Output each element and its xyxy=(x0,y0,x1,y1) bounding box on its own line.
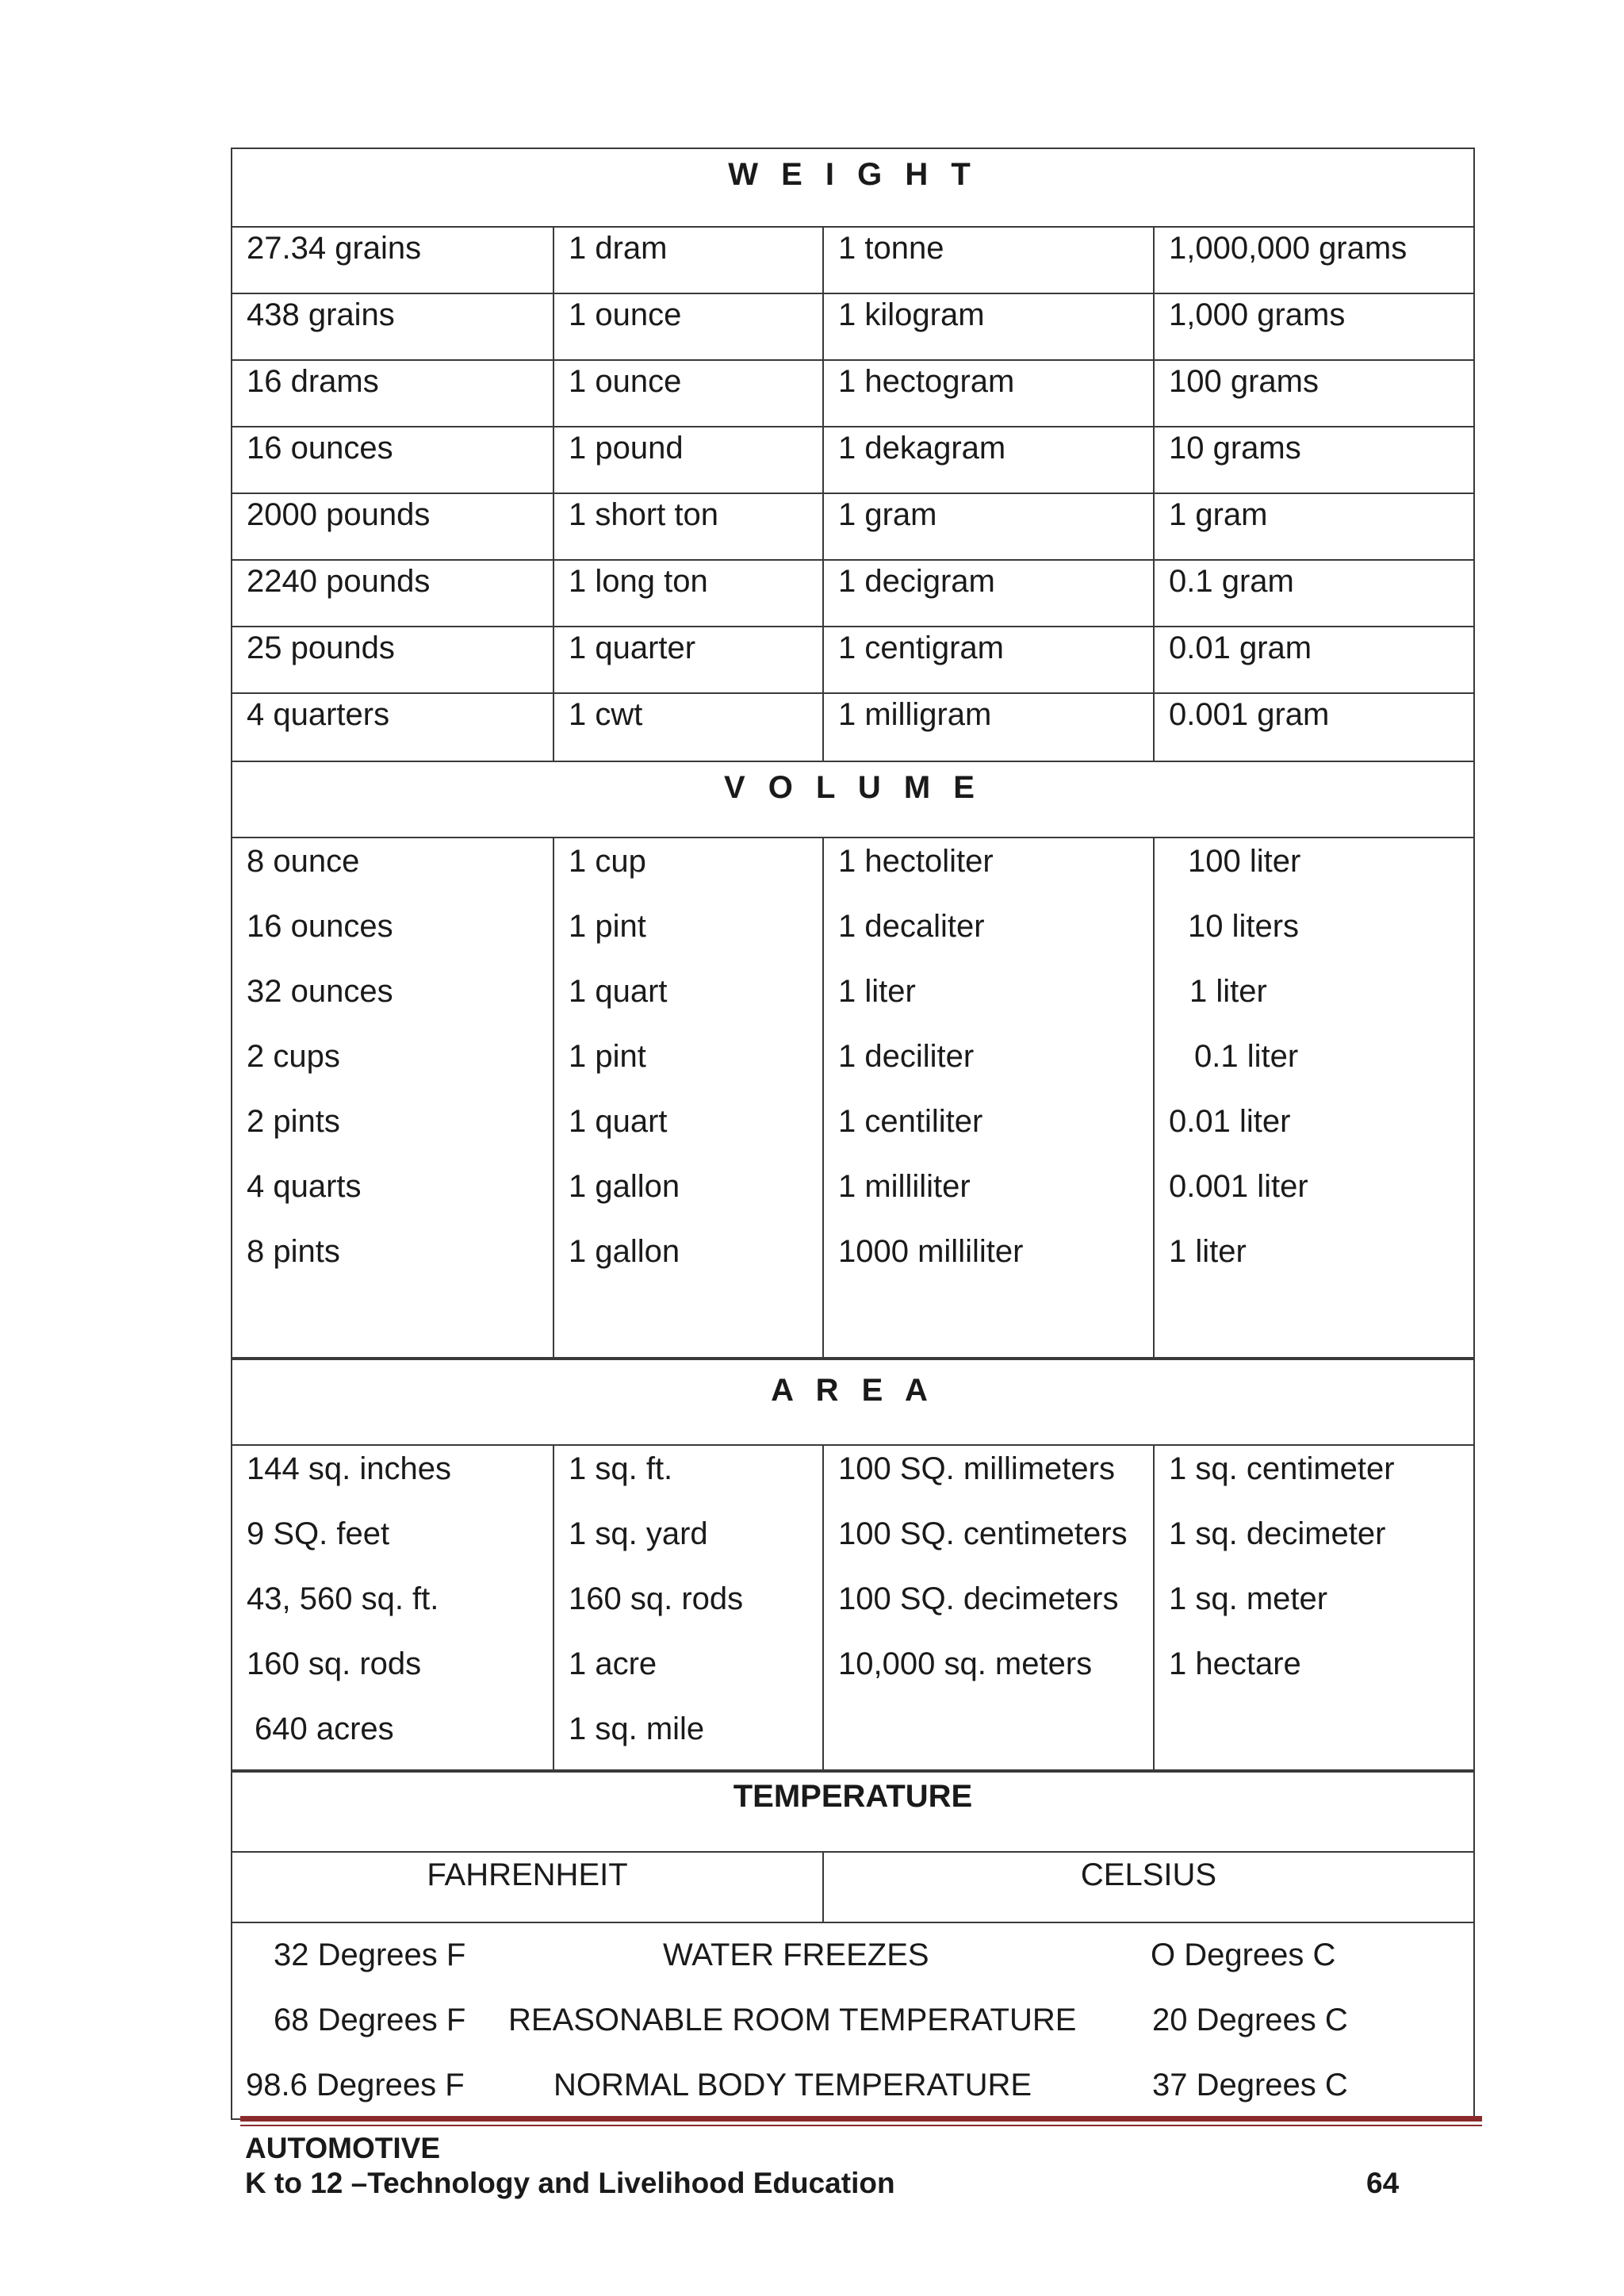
table-cell: 1 centigram xyxy=(824,627,1155,692)
table-cell: 1 liter xyxy=(1169,1234,1247,1269)
weight-header: W E I G H T xyxy=(232,149,1473,228)
volume-block xyxy=(232,838,1473,1359)
table-cell: 1 pound xyxy=(554,427,824,493)
temperature-rows xyxy=(232,1923,1473,2118)
temperature-column-headers xyxy=(232,1853,1473,1923)
table-cell: 160 sq. rods xyxy=(569,1581,744,1616)
temperature-header: TEMPERATURE xyxy=(232,1771,1473,1853)
table-cell: 1,000,000 grams xyxy=(1169,231,1408,266)
table-cell: 1 gallon xyxy=(569,1234,680,1269)
table-cell: 25 pounds xyxy=(232,627,554,692)
table-row xyxy=(232,1938,1473,1985)
table-cell: 1000 milliliter xyxy=(838,1234,1024,1269)
table-cell: 1 acre xyxy=(569,1646,657,1681)
table-cell: 4 quarts xyxy=(247,1169,362,1204)
table-cell: 10 grams xyxy=(1169,431,1301,466)
table-cell: 16 ounces xyxy=(247,909,393,944)
table-row xyxy=(232,627,1473,694)
table-cell: 10,000 sq. meters xyxy=(838,1646,1093,1681)
volume-header: V O L U M E xyxy=(232,761,1473,838)
footer-rule xyxy=(240,2116,1482,2122)
table-cell: 1 milliliter xyxy=(838,1169,971,1204)
fahrenheit-value: 68 Degrees F xyxy=(274,2003,466,2037)
area-block xyxy=(232,1446,1473,1771)
celsius-value: 20 Degrees C xyxy=(1152,2003,1348,2037)
table-cell: 100 grams xyxy=(1169,364,1319,399)
table-cell: 2 cups xyxy=(247,1039,340,1074)
table-cell: 32 ounces xyxy=(247,974,393,1009)
area-col-4 xyxy=(1155,1446,1473,1769)
table-cell: 2240 pounds xyxy=(232,561,554,626)
table-cell: 1 quart xyxy=(569,974,668,1009)
table-cell: 1 long ton xyxy=(554,561,824,626)
table-cell: 100 SQ. millimeters xyxy=(838,1451,1115,1486)
table-cell: 1 tonne xyxy=(824,228,1155,293)
table-cell: 1 sq. centimeter xyxy=(1169,1451,1395,1486)
table-cell: 0.1 liter xyxy=(1194,1039,1299,1074)
conversion-table xyxy=(231,148,1475,2120)
table-cell: 0.001 gram xyxy=(1169,697,1330,732)
footer-rule-thin xyxy=(240,2125,1482,2126)
table-cell: 1 ounce xyxy=(554,361,824,426)
table-cell: 0.1 gram xyxy=(1169,564,1294,599)
celsius-value: 37 Degrees C xyxy=(1152,2068,1348,2102)
fahrenheit-value: 32 Degrees F xyxy=(274,1938,466,1972)
table-row xyxy=(232,427,1473,494)
table-cell: 1 gram xyxy=(824,494,1155,559)
table-cell: 9 SQ. feet xyxy=(247,1516,390,1551)
volume-col-2 xyxy=(554,838,824,1357)
table-cell: 10 liters xyxy=(1188,909,1300,944)
table-cell: 1 centiliter xyxy=(838,1104,983,1139)
table-cell: 1 hectogram xyxy=(824,361,1155,426)
table-cell: 27.34 grains xyxy=(232,228,554,293)
table-cell: 438 grains xyxy=(232,294,554,359)
table-row xyxy=(232,2068,1473,2115)
table-cell: 1 quarter xyxy=(554,627,824,692)
table-cell: 0.001 liter xyxy=(1169,1169,1308,1204)
table-row xyxy=(232,561,1473,627)
table-cell: 4 quarters xyxy=(232,694,554,761)
temperature-description: NORMAL BODY TEMPERATURE xyxy=(553,2068,1032,2102)
table-cell: 1 hectare xyxy=(1169,1646,1301,1681)
celsius-value: O Degrees C xyxy=(1151,1938,1336,1972)
table-cell: 1 deciliter xyxy=(838,1039,975,1074)
table-row xyxy=(232,694,1473,761)
temperature-description: WATER FREEZES xyxy=(663,1938,929,1972)
table-cell: 100 SQ. decimeters xyxy=(838,1581,1119,1616)
table-cell: 1 pint xyxy=(569,909,646,944)
table-cell: 100 liter xyxy=(1188,844,1301,879)
table-cell: 1 cup xyxy=(569,844,646,879)
area-col-3 xyxy=(824,1446,1155,1769)
table-cell: 1 decigram xyxy=(824,561,1155,626)
table-cell: 1 sq. decimeter xyxy=(1169,1516,1386,1551)
table-row xyxy=(232,228,1473,294)
table-cell: 100 SQ. centimeters xyxy=(838,1516,1128,1551)
table-cell: 1 liter xyxy=(1189,974,1267,1009)
table-cell: 8 pints xyxy=(247,1234,340,1269)
table-cell: 640 acres xyxy=(255,1711,394,1746)
table-cell: 2000 pounds xyxy=(232,494,554,559)
table-cell: 1 kilogram xyxy=(824,294,1155,359)
table-row xyxy=(232,294,1473,361)
table-cell: 1 pint xyxy=(569,1039,646,1074)
area-col-1 xyxy=(232,1446,554,1769)
table-cell: 1 sq. ft. xyxy=(569,1451,673,1486)
fahrenheit-value: 98.6 Degrees F xyxy=(246,2068,465,2102)
table-cell: 160 sq. rods xyxy=(247,1646,422,1681)
table-cell: 144 sq. inches xyxy=(247,1451,451,1486)
table-cell: 1 dekagram xyxy=(824,427,1155,493)
table-cell: 1 liter xyxy=(838,974,916,1009)
page-number: 64 xyxy=(1366,2167,1400,2199)
table-cell: 16 ounces xyxy=(232,427,554,493)
volume-col-4 xyxy=(1155,838,1473,1357)
table-cell: 1 dram xyxy=(554,228,824,293)
area-col-2 xyxy=(554,1446,824,1769)
table-cell: 43, 560 sq. ft. xyxy=(247,1581,439,1616)
table-cell: 1 decaliter xyxy=(838,909,985,944)
footer-program: K to 12 –Technology and Livelihood Education xyxy=(245,2167,895,2199)
table-cell: 1 milligram xyxy=(824,694,1155,761)
table-cell: 8 ounce xyxy=(247,844,360,879)
table-cell: 1 ounce xyxy=(554,294,824,359)
table-cell: 1 cwt xyxy=(554,694,824,761)
celsius-header: CELSIUS xyxy=(1080,1857,1217,1892)
table-cell: 1 sq. yard xyxy=(569,1516,708,1551)
table-cell: 1 gram xyxy=(1169,497,1268,532)
table-cell: 16 drams xyxy=(232,361,554,426)
volume-col-1 xyxy=(232,838,554,1357)
temperature-description: REASONABLE ROOM TEMPERATURE xyxy=(508,2003,1077,2037)
footer-subject: AUTOMOTIVE xyxy=(245,2132,440,2164)
table-row xyxy=(232,361,1473,427)
weight-rows xyxy=(232,228,1473,761)
table-cell: 1 sq. mile xyxy=(569,1711,705,1746)
table-cell: 1 short ton xyxy=(554,494,824,559)
table-cell: 0.01 gram xyxy=(1169,631,1312,665)
volume-col-3 xyxy=(824,838,1155,1357)
table-cell: 1 gallon xyxy=(569,1169,680,1204)
table-cell: 1 hectoliter xyxy=(838,844,994,879)
area-header: A R E A xyxy=(232,1359,1473,1446)
table-cell: 2 pints xyxy=(247,1104,340,1139)
table-row xyxy=(232,494,1473,561)
table-cell: 1 quart xyxy=(569,1104,668,1139)
fahrenheit-header: FAHRENHEIT xyxy=(232,1853,824,1922)
table-cell: 1,000 grams xyxy=(1169,297,1346,332)
table-cell: 1 sq. meter xyxy=(1169,1581,1328,1616)
table-row xyxy=(232,2003,1473,2050)
table-cell: 0.01 liter xyxy=(1169,1104,1291,1139)
